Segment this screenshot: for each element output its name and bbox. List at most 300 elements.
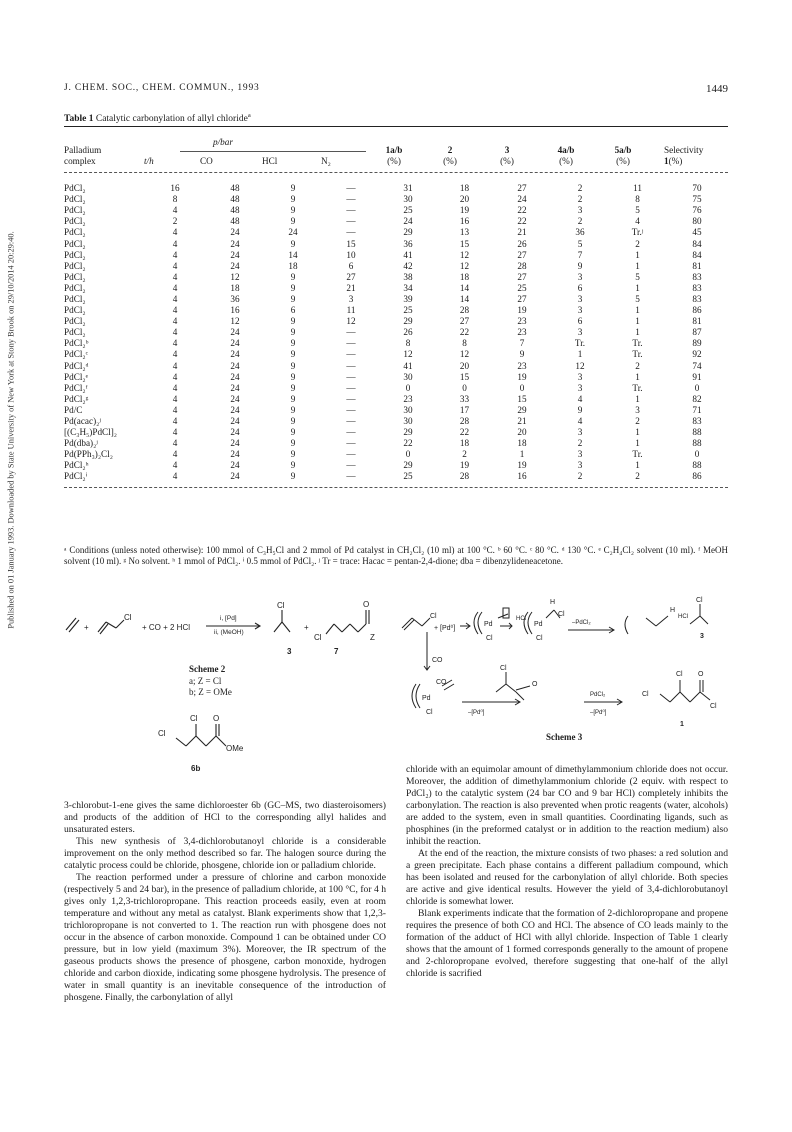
- scheme2-ome: OMe: [226, 744, 244, 753]
- table-cell: 5: [577, 238, 583, 249]
- table-cell: 29: [403, 227, 413, 238]
- table-cell: 92: [692, 349, 702, 360]
- table-cell: 21: [346, 282, 356, 293]
- table-cell: —: [346, 393, 356, 404]
- table-cell: 5: [635, 271, 640, 282]
- table-cell: 24: [230, 460, 240, 471]
- table-cell: 80: [692, 216, 702, 227]
- table-cell: 3: [577, 371, 583, 382]
- table-cell: 3: [577, 305, 583, 316]
- table-cell: 26: [403, 327, 413, 338]
- table-cell: 83: [692, 282, 702, 293]
- table-cell: 14: [288, 249, 298, 260]
- right-paragraph-2: At the end of the reaction, the mixture consists of two phases: a red solution and a green precipitate. Each phase contains a different palladium compound, which has been isolated and reused for the carbonylation of allyl chloride. Both species are active and give identical results. However the yield of 3,4-dichlorobutanoyl chloride is somewhat lower.: [406, 848, 728, 907]
- table-cell: 9: [290, 404, 296, 415]
- table-cell: 12: [403, 349, 413, 360]
- table-cell: 1: [635, 260, 640, 271]
- table-cell: 20: [517, 427, 527, 438]
- table-cell: 0: [694, 382, 700, 393]
- table-cell: 86: [692, 305, 702, 316]
- col-header-complex: Palladium complex: [64, 145, 102, 166]
- table-cell: 1: [635, 427, 640, 438]
- table-cell: PdCl₂ᵈ: [64, 360, 89, 371]
- scheme3-h-1: H: [550, 599, 556, 606]
- table-cell: 83: [692, 293, 702, 304]
- table-row: [64, 316, 728, 327]
- scheme2-z: Z: [370, 633, 375, 642]
- table-cell: 9: [290, 360, 296, 371]
- table-cell: 71: [692, 404, 702, 415]
- scheme3-o-2: O: [698, 671, 704, 678]
- scheme3-cl-10: Cl: [710, 703, 717, 710]
- table-cell: 24: [517, 194, 527, 205]
- table-row: [64, 194, 728, 205]
- table-cell: 19: [459, 205, 470, 216]
- table-cell: 36: [230, 293, 240, 304]
- table-cell: 2: [577, 194, 583, 205]
- table-cell: 9: [577, 260, 583, 271]
- table-cell: 6: [348, 260, 354, 271]
- table-cell: 9: [290, 216, 296, 227]
- scheme2-reagents: + CO + 2 HCl: [142, 623, 191, 632]
- scheme3-pdcl2: PdCl₂: [590, 692, 606, 698]
- table-cell: 1: [635, 316, 640, 327]
- table-cell: 36: [575, 227, 585, 238]
- scheme3-pd-1: Pd: [484, 621, 493, 628]
- table-cell: 4: [172, 449, 178, 460]
- table-cell: 14: [459, 282, 470, 293]
- table-cell: —: [346, 360, 356, 371]
- table-cell: 0: [519, 382, 525, 393]
- table-cell: 1: [635, 438, 640, 449]
- table-cell: PdCl₂: [64, 282, 86, 293]
- table-cell: 22: [403, 438, 413, 449]
- table-cell: PdCl₂: [64, 249, 86, 260]
- table-cell: 9: [290, 349, 296, 360]
- table-cell: 48: [230, 216, 240, 227]
- table-cell: 19: [517, 460, 527, 471]
- scheme2-z-b: b; Z = OMe: [189, 687, 232, 697]
- table-cell: —: [346, 183, 356, 194]
- scheme3-h-2: H: [670, 607, 676, 614]
- table-row: [64, 250, 728, 261]
- scheme3-o-1: O: [532, 681, 538, 688]
- scheme2-condition-2: ii, (MeOH): [214, 629, 244, 636]
- table-cell: 1: [635, 282, 640, 293]
- table-cell: PdCl₂: [64, 238, 86, 249]
- table-caption: [64, 112, 251, 124]
- table-cell: 4: [172, 316, 178, 327]
- table-cell: 9: [290, 183, 296, 194]
- table-cell: 4: [172, 305, 178, 316]
- table-cell: 75: [692, 194, 702, 205]
- scheme3-minus-pdcl2: –PdCl₂: [572, 620, 591, 626]
- scheme3-cl-1: Cl: [430, 613, 437, 620]
- table-cell: PdCl₂: [64, 205, 86, 216]
- table-cell: 4: [172, 404, 178, 415]
- table-cell: 22: [459, 327, 470, 338]
- table-cell: 4: [172, 249, 178, 260]
- scheme3-co-2: CO: [436, 679, 447, 686]
- table-cell: 9: [290, 416, 296, 427]
- scheme3-cl-5: Cl: [696, 597, 703, 604]
- table-cell: 3: [348, 293, 354, 304]
- table-cell: 8: [462, 338, 467, 349]
- table-cell: 8: [635, 194, 640, 205]
- table-cell: 18: [459, 271, 470, 282]
- table-cell: 9: [290, 205, 296, 216]
- table-row: [64, 261, 728, 272]
- table-cell: 9: [290, 438, 296, 449]
- table-cell: 89: [692, 338, 702, 349]
- table-cell: 5: [635, 293, 640, 304]
- table-row: [64, 405, 728, 416]
- col-header-5ab: 5a/b (%): [614, 145, 632, 166]
- table-cell: 12: [575, 360, 585, 371]
- table-cell: 23: [403, 393, 413, 404]
- table-cell: 2: [577, 438, 583, 449]
- table-cell: 48: [230, 183, 240, 194]
- table-cell: 27: [517, 271, 527, 282]
- col-header-selectivity: Selectivity 1(%): [664, 145, 704, 166]
- scheme3-pd-2: Pd: [534, 621, 543, 628]
- table-cell: 21: [517, 416, 527, 427]
- scheme3-number-1: 1: [680, 721, 684, 728]
- table-cell: 15: [459, 238, 470, 249]
- table-cell: 24: [230, 393, 240, 404]
- table-cell: 19: [459, 460, 470, 471]
- table-cell: 24: [230, 382, 240, 393]
- table-cell: 16: [459, 216, 470, 227]
- scheme2-plus-1: +: [84, 623, 89, 632]
- scheme2-cl-1: Cl: [124, 613, 132, 622]
- table-cell: —: [346, 382, 356, 393]
- table-cell: 2: [462, 449, 467, 460]
- table-cell: 24: [230, 371, 240, 382]
- table-cell: 24: [230, 349, 240, 360]
- table-row: [64, 471, 728, 482]
- table-label: Table 1: [64, 114, 94, 125]
- table-cell: —: [346, 438, 356, 449]
- table-cell: 3: [577, 449, 583, 460]
- table-cell: 9: [290, 271, 296, 282]
- table-cell: 34: [403, 282, 413, 293]
- scheme2-number-3: 3: [287, 647, 292, 656]
- table-row: [64, 272, 728, 283]
- table-cell: 33: [459, 393, 470, 404]
- table-footnotes: ᵃ Conditions (unless noted otherwise): 100 mmol of C₃H₅Cl and 2 mmol of Pd catalyst in CH₂Cl₂ (10 ml) at 100 °C. ᵇ 60 °C. ᶜ 80 °C. ᵈ 130 °C. ᵉ C₂H₄Cl₂ solvent (10 ml). ᶠ MeOH solvent (10 ml). ᵍ No solvent. ʰ 1 mmol of PdCl₂. ⁱ 0.5 mmol of PdCl₂. ʲ Tr = trace: Hacac = pentan-2,4-dione; dba = dibenzylideneacetone.: [64, 545, 728, 566]
- table-cell: PdCl₂ᶠ: [64, 382, 88, 393]
- table-cell: 2: [172, 216, 178, 227]
- table-cell: 28: [459, 305, 470, 316]
- table-cell: 3: [577, 271, 583, 282]
- table-row: [64, 305, 728, 316]
- table-cell: 9: [290, 371, 296, 382]
- table-row: [64, 216, 728, 227]
- table-cell: 24: [288, 227, 298, 238]
- scheme2-o: O: [363, 600, 370, 609]
- table-cell: 4: [172, 238, 178, 249]
- table-cell: 3: [635, 404, 640, 415]
- table-cell: 4: [172, 327, 178, 338]
- table-cell: 15: [459, 371, 470, 382]
- table-cell: 18: [459, 438, 470, 449]
- table-cell: 4: [172, 460, 178, 471]
- table-cell: 30: [403, 416, 413, 427]
- table-cell: 18: [459, 183, 470, 194]
- table-cell: 28: [459, 471, 470, 482]
- table-row: [64, 394, 728, 405]
- scheme3-pd-3: Pd: [422, 695, 431, 702]
- col-header-1ab: 1a/b (%): [385, 145, 403, 166]
- table-cell: 48: [230, 194, 240, 205]
- table-cell: 9: [290, 382, 296, 393]
- running-header: [64, 83, 728, 93]
- scheme2-cl-5: Cl: [190, 714, 198, 723]
- table-cell: PdCl₂: [64, 194, 86, 205]
- table-cell: 27: [517, 183, 527, 194]
- table-cell: 4: [172, 416, 178, 427]
- table-cell: 25: [517, 282, 527, 293]
- scheme2-z-a: a; Z = Cl: [189, 676, 222, 686]
- left-paragraph-2: This new synthesis of 3,4-dichlorobutanoyl chloride is a considerable improvement on the only method described so far. The halogen source during the catalytic process could be chloride, phosgene, chloride ion or palladium chloride.: [64, 836, 386, 871]
- table-cell: 48: [230, 205, 240, 216]
- table-row: [64, 227, 728, 238]
- table-cell: 24: [403, 216, 413, 227]
- table-cell: PdCl₂ᵇ: [64, 338, 89, 349]
- table-cell: 1: [635, 249, 640, 260]
- scheme-3-figure: [400, 590, 728, 750]
- table-cell: 24: [230, 249, 240, 260]
- table-cell: 3: [577, 382, 583, 393]
- page-number: 1449: [706, 83, 728, 95]
- table-cell: 23: [517, 316, 527, 327]
- table-cell: 29: [403, 460, 413, 471]
- table-cell: Tr.: [574, 338, 586, 349]
- table-cell: 4: [172, 282, 178, 293]
- table-cell: 20: [459, 360, 470, 371]
- table-cell: 4: [172, 427, 178, 438]
- table-cell: 8: [405, 338, 411, 349]
- table-row: [64, 283, 728, 294]
- scheme2-number-7: 7: [334, 647, 339, 656]
- table-cell: PdCl₂: [64, 327, 86, 338]
- table-cell: PdCl₂: [64, 293, 86, 304]
- table-cell: 12: [459, 249, 470, 260]
- table-cell: 45: [692, 227, 702, 238]
- table-cell: 9: [290, 238, 296, 249]
- table-cell: 2: [577, 471, 583, 482]
- table-cell: 3: [577, 205, 583, 216]
- table-cell: 24: [230, 404, 240, 415]
- table-row: [64, 438, 728, 449]
- table-cell: [(C₃H₅)PdCl]₂: [64, 427, 117, 438]
- left-paragraph-3: The reaction performed under a pressure of chlorine and carbon monoxide (respectively 5 and 24 bar), in the presence of palladium chloride, at 100 °C, for 4 h gives only 1,2,3-trichloropropane. This reaction proceeds easily, even at room temperature and without any metal as catalyst. Blank experiments show that 1,2,3-trichloropropane is not converted to 1. The reaction run with phosgene does not occur in the absence of carbon monoxide. Compound 1 can be obtained under CO pressure, but in low yield (maximum 3%). Moreover, the IR spectrum of the gaseous products shows the presence of phosgene, carbon monoxide, hydrogen chloride and carbon dioxide, indicating some phosgene hydrolysis. The presence of water in small quantity is an inevitable consequence of the introduction of phosgene. Finally, the carbonylation of allyl: [64, 872, 386, 1003]
- table-cell: 41: [403, 249, 413, 260]
- table-cell: PdCl₂: [64, 227, 86, 238]
- table-cell: 7: [519, 338, 525, 349]
- table-cell: 12: [346, 316, 356, 327]
- table-cell: 18: [517, 438, 527, 449]
- table-cell: 9: [290, 316, 296, 327]
- table-cell: 14: [459, 293, 470, 304]
- body-right-column: [406, 764, 728, 980]
- table-cell: 24: [230, 238, 240, 249]
- table-cell: 91: [692, 371, 702, 382]
- table-cell: 24: [230, 338, 240, 349]
- table-cell: 7: [577, 249, 583, 260]
- table-row: [64, 372, 728, 383]
- table-cell: 1: [635, 305, 640, 316]
- table-cell: 24: [230, 260, 240, 271]
- table-row: [64, 427, 728, 438]
- table-cell: Tr.: [632, 349, 643, 360]
- scheme2-cl-2: Cl: [277, 601, 285, 610]
- table-cell: —: [346, 227, 356, 238]
- table-cell: 24: [230, 227, 240, 238]
- table-cell: 2: [635, 238, 640, 249]
- table-cell: 2: [635, 471, 640, 482]
- table-cell: 4: [577, 416, 583, 427]
- table-cell: —: [346, 416, 356, 427]
- table-cell: 2: [635, 360, 640, 371]
- pressure-group-rule: [180, 151, 366, 152]
- table-cell: 11: [633, 183, 642, 194]
- table-cell: 4: [635, 216, 640, 227]
- table-cell: 27: [517, 249, 527, 260]
- table-cell: 16: [230, 305, 240, 316]
- table-cell: PdCl₂: [64, 316, 86, 327]
- table-cell: 0: [462, 382, 467, 393]
- col-header-n2: N₂: [321, 156, 331, 166]
- table-cell: —: [346, 371, 356, 382]
- table-row: [64, 349, 728, 360]
- table-cell: PdCl₂ⁱ: [64, 471, 88, 482]
- col-header-hcl: HCl: [262, 156, 278, 166]
- table-cell: PdCl₂: [64, 260, 86, 271]
- table-row: [64, 183, 728, 194]
- table-cell: 4: [172, 205, 178, 216]
- table-cell: 6: [577, 316, 583, 327]
- table-cell: 2: [577, 216, 583, 227]
- table-cell: 4: [172, 271, 178, 282]
- scheme3-cl-4: Cl: [536, 635, 543, 642]
- caption-footnote-mark: a: [247, 112, 251, 119]
- download-note-text: Published on 01 January 1993. Downloaded by State University of New York at Stony Brook on 29/10/2014 20:29:40.: [6, 231, 16, 629]
- table-cell: 12: [459, 349, 470, 360]
- table-cell: Pd(dba)₂ʲ: [64, 438, 98, 449]
- table-cell: 24: [230, 449, 240, 460]
- scheme3-hcl-1: HCl: [516, 616, 526, 622]
- table-cell: 6: [290, 305, 296, 316]
- table-cell: 0: [405, 382, 411, 393]
- scheme3-pd0: + [Pd⁰]: [434, 625, 456, 632]
- table-cell: —: [346, 327, 356, 338]
- scheme2-number-6b: 6b: [191, 764, 201, 773]
- table-cell: PdCl₂ᵉ: [64, 371, 88, 382]
- table-cell: 18: [288, 260, 298, 271]
- data-table: [64, 183, 728, 483]
- table-cell: 41: [403, 360, 413, 371]
- scheme3-cl-8: Cl: [642, 691, 649, 698]
- table-cell: 9: [290, 282, 296, 293]
- table-cell: 3: [577, 427, 583, 438]
- table-cell: —: [346, 205, 356, 216]
- table-row: [64, 449, 728, 460]
- table-cell: 11: [346, 305, 356, 316]
- table-cell: 13: [459, 227, 470, 238]
- scheme-2-figure: [64, 588, 394, 788]
- scheme2-cl-4: Cl: [158, 729, 166, 738]
- table-cell: 9: [290, 427, 296, 438]
- table-cell: 83: [692, 416, 702, 427]
- table-cell: 4: [172, 227, 178, 238]
- table-cell: 86: [692, 471, 702, 482]
- table-cell: 42: [403, 260, 413, 271]
- col-header-time: t/h: [144, 156, 154, 166]
- pressure-group-header: p/bar: [213, 137, 233, 147]
- scheme3-title: Scheme 3: [546, 732, 583, 742]
- col-header-2: 2 (%): [443, 145, 457, 166]
- table-cell: 28: [517, 260, 527, 271]
- table-cell: 25: [403, 205, 413, 216]
- table-cell: 8: [172, 194, 178, 205]
- table-cell: 27: [517, 293, 527, 304]
- table-cell: 0: [694, 449, 700, 460]
- table-cell: 4: [172, 393, 178, 404]
- table-cell: 88: [692, 460, 702, 471]
- col-header-co: CO: [200, 156, 213, 166]
- table-cell: 3: [577, 460, 583, 471]
- table-cell: Tr.ʲ: [631, 227, 644, 238]
- table-cell: 30: [403, 404, 413, 415]
- table-cell: 22: [517, 216, 527, 227]
- body-left-column: [64, 800, 386, 1004]
- table-cell: 84: [692, 249, 702, 260]
- right-paragraph-3: Blank experiments indicate that the formation of 2-dichloropropane and propene requires the presence of both CO and HCl. The absence of CO leads mainly to the formation of the adduct of HCl with allyl chloride. Inspection of Table 1 clearly shows that the amount of 1 formed corresponds generally to the amount of propene and 2-chloropropane evolved, therefore suggesting that one-half of the allyl chloride is sacrified: [406, 908, 728, 979]
- table-cell: 1: [635, 327, 640, 338]
- table-row: [64, 338, 728, 349]
- table-cell: 87: [692, 327, 702, 338]
- table-cell: —: [346, 349, 356, 360]
- table-cell: 9: [290, 338, 296, 349]
- col-header-4ab: 4a/b (%): [557, 145, 575, 166]
- table-cell: 1: [577, 349, 583, 360]
- scheme3-cl-7: Cl: [426, 709, 433, 716]
- table-cell: 9: [577, 404, 583, 415]
- table-cell: 88: [692, 438, 702, 449]
- scheme2-o-2: O: [213, 714, 220, 723]
- table-cell: 24: [230, 471, 240, 482]
- table-bottom-rule: [64, 487, 728, 488]
- table-cell: 24: [230, 416, 240, 427]
- table-cell: Tr.: [632, 382, 643, 393]
- table-cell: 18: [230, 282, 240, 293]
- table-cell: 4: [172, 382, 178, 393]
- table-row: [64, 238, 728, 249]
- table-cell: 30: [403, 194, 413, 205]
- scheme3-co: CO: [432, 657, 443, 664]
- table-top-rule: [64, 126, 728, 127]
- table-cell: 23: [517, 327, 527, 338]
- table-cell: 19: [517, 305, 527, 316]
- table-row: [64, 205, 728, 216]
- table-cell: 3: [577, 293, 583, 304]
- table-cell: PdCl₂ᵍ: [64, 393, 89, 404]
- table-cell: —: [346, 338, 356, 349]
- table-cell: 24: [230, 327, 240, 338]
- scheme3-number-3: 3: [700, 633, 704, 640]
